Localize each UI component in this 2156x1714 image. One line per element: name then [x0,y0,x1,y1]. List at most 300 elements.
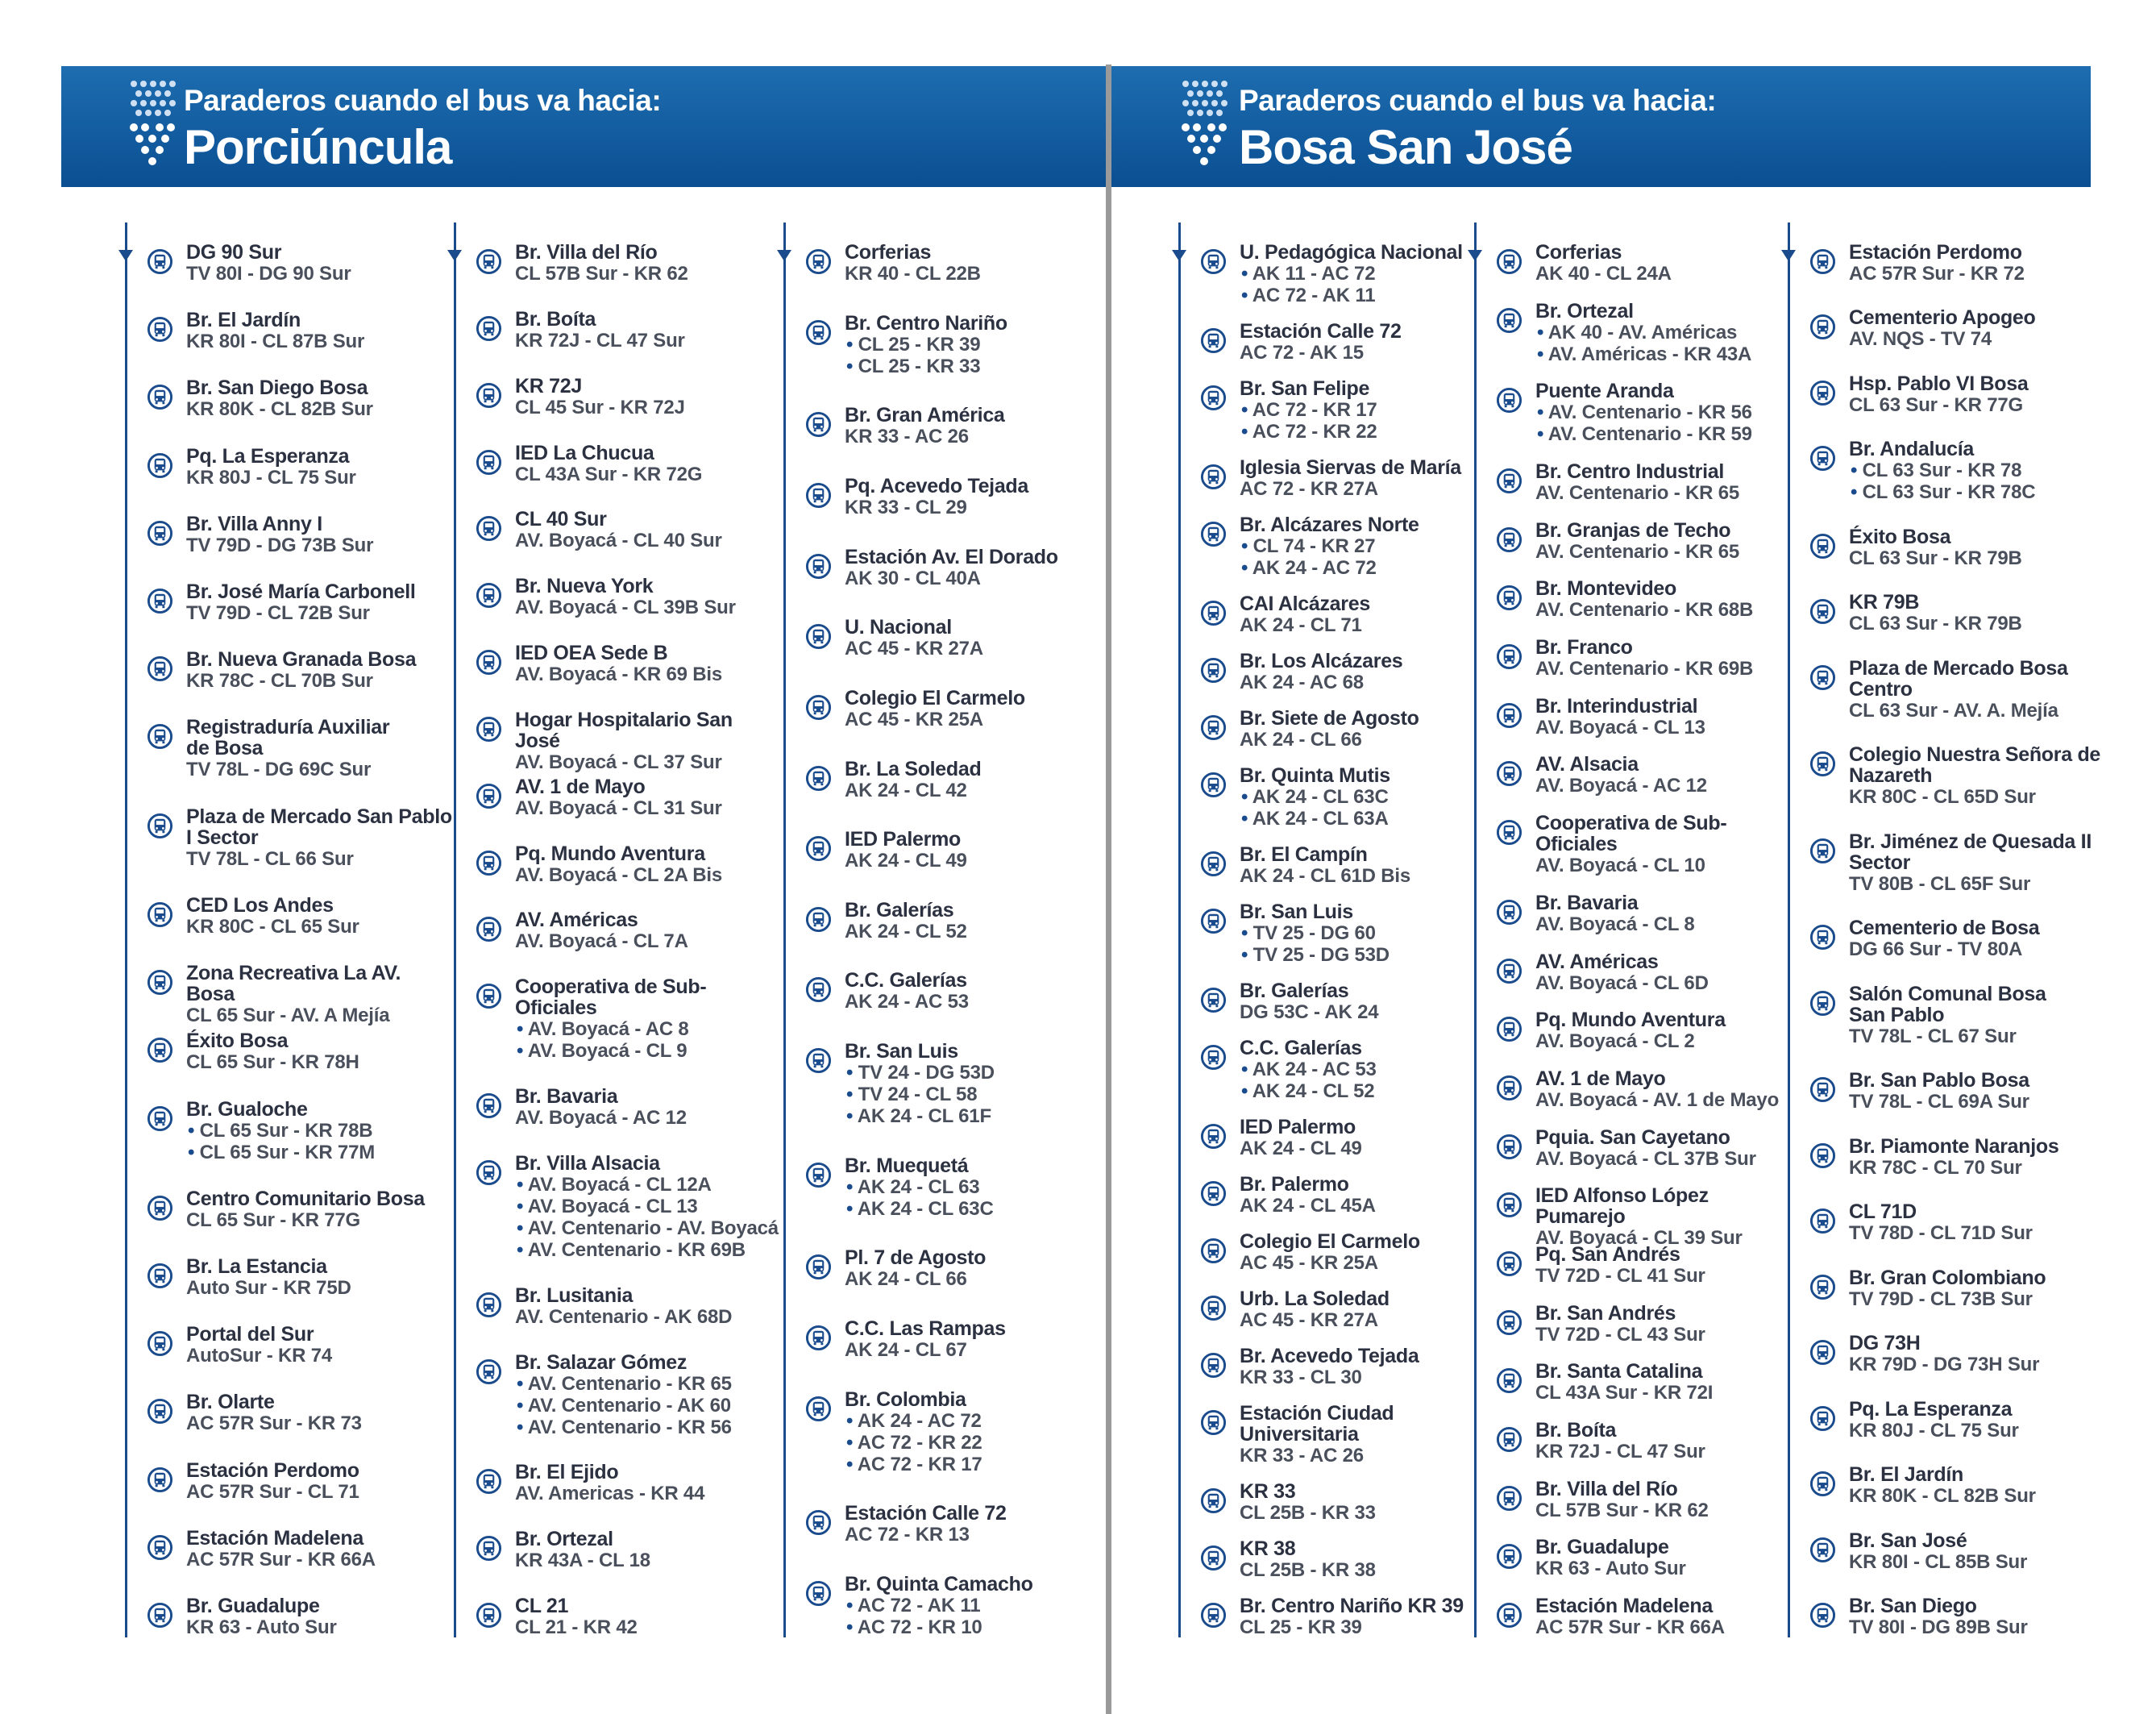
stop-entry [1240,980,1506,1023]
bus-stop-icon [805,553,832,580]
stop-name: Iglesia Siervas de María [1240,456,1461,479]
stop-address: TV 79D - CL 73B Sur [1849,1288,2033,1310]
stop-entry [1240,1117,1506,1159]
stop-address: DG 53C - AK 24 [1240,1001,1379,1023]
stop-entry [1240,242,1506,306]
bus-stop-icon [147,1330,173,1357]
bus-stop-icon [1809,664,1836,691]
stop-name: Br. Acevedo Tejada [1240,1345,1419,1367]
stop-name: AV. 1 de Mayo [515,776,646,798]
bus-stop-icon [1200,714,1227,741]
stop-entry [1849,1595,2115,1638]
stop-entry [1535,696,1801,738]
stop-address: KR 40 - CL 22B [845,263,981,285]
stop-address: AV. Boyacá - CL 2A Bis [515,864,723,886]
stop-name: Br. Centro Nariño [845,312,1007,335]
stop-entry [845,970,1111,1013]
stop-entry [1535,1244,1801,1287]
bus-stop-icon [1809,445,1836,472]
stop-entry [1849,984,2115,1047]
stop-address: AC 45 - KR 27A [1240,1309,1378,1331]
stop-entry [186,377,452,420]
stop-name: Br. San Pablo Bosa [1849,1069,2029,1092]
bus-stop-icon [1200,600,1227,626]
stop-entry [1535,1420,1801,1462]
bus-stop-icon [147,384,173,410]
stop-address: • AK 40 - AV. Américas [1535,322,1801,343]
stop-name: Br. Centro Nariño KR 39 [1240,1595,1464,1617]
stop-name: Br. Colombia [845,1388,966,1411]
stop-name: Br. Guadalupe [186,1595,320,1617]
stop-name: Br. Villa del Río [515,241,658,264]
stop-entry [186,1595,452,1638]
stop-address: KR 72J - CL 47 Sur [1535,1441,1705,1462]
stop-name: Br. San Luis [1240,901,1353,923]
stop-address: CL 43A Sur - KR 72I [1535,1382,1714,1404]
stop-entry [515,1595,781,1638]
bus-stop-icon [147,248,173,275]
stop-entry [515,709,781,773]
stop-entry [1535,1479,1801,1521]
stop-entry [1849,831,2115,895]
bus-stop-icon [476,716,502,743]
stop-entry [1535,637,1801,680]
bus-stop-icon [805,1162,832,1188]
stop-name: Br. Gran Colombiano [1849,1267,2046,1289]
stop-name: U. Nacional [845,616,952,639]
stop-name: Colegio El Carmelo [845,687,1025,709]
stop-address: CL 43A Sur - KR 72G [515,464,703,485]
stop-address: AV. Centenario - AK 68D [515,1306,733,1328]
stop-entry [515,242,781,285]
stop-name: Br. Ortezal [515,1528,613,1550]
stop-address: AV. Boyacá - CL 6D [1535,972,1709,994]
stop-address: • CL 25 - KR 39 [845,334,1111,356]
stop-entry [1240,378,1506,443]
stop-entry [186,1460,452,1503]
panel-bosa-san-jose [1111,0,2156,1714]
stop-address: CL 65 Sur - AV. A Mejía [186,1005,390,1026]
bus-stop-icon [1200,987,1227,1013]
stop-address: • CL 74 - KR 27 [1240,535,1506,557]
stop-address: AC 72 - KR 27A [1240,478,1378,500]
stop-address: • AC 72 - AK 11 [845,1595,1111,1616]
stop-name: Cementerio Apogeo [1849,306,2036,329]
stop-address: AC 57R Sur - KR 66A [186,1549,376,1570]
stop-name: Br. Nueva York [515,575,654,597]
bus-stop-icon [1200,327,1227,354]
bus-stop-icon [1496,307,1522,334]
stop-entry [1240,1174,1506,1217]
bus-stop-icon [147,1037,173,1063]
stop-name: Br. Gualoche [186,1098,308,1121]
stop-address: AC 45 - KR 27A [845,638,983,659]
stop-address: AK 24 - CL 52 [845,921,967,942]
bus-stop-icon [147,1195,173,1221]
stop-entry [515,309,781,352]
stop-address: • TV 25 - DG 60 [1240,922,1506,944]
stop-entry [186,1099,452,1163]
stop-address: KR 72J - CL 47 Sur [515,330,685,352]
stop-address: • AK 24 - CL 63C [845,1198,1111,1220]
stop-entry [1849,1201,2115,1244]
stop-address: TV 80I - DG 89B Sur [1849,1616,2028,1638]
stop-name: Br. Boíta [515,308,596,331]
bus-stop-icon [805,623,832,650]
stop-address: • AV. Centenario - KR 56 [1535,401,1801,423]
stop-entry [515,776,781,819]
stop-address: KR 80J - CL 75 Sur [1849,1420,2019,1442]
stop-address: AC 45 - KR 25A [1240,1252,1378,1274]
stop-name: Pq. San Andrés [1535,1243,1680,1266]
bus-stop-icon [1809,598,1836,625]
stop-address: AC 72 - AK 15 [1240,342,1364,364]
route-line [1788,223,1790,1637]
stop-name: Cementerio de Bosa [1849,917,2040,939]
stop-address: KR 63 - Auto Sur [1535,1558,1686,1579]
bus-stop-icon [147,316,173,343]
stop-entry [515,1285,781,1328]
stop-entry [515,443,781,485]
header-subtitle: Paraderos cuando el bus va hacia: [1239,84,1717,117]
route-line [1178,223,1181,1637]
stop-entry [845,829,1111,872]
bus-stop-icon [1200,464,1227,490]
bus-stop-icon [476,1535,502,1562]
stop-name: Br. La Estancia [186,1255,327,1278]
stop-entry [1849,1464,2115,1507]
bus-stop-icon [147,901,173,928]
stop-entry [1849,1136,2115,1179]
stop-name: Br. Andalucía [1849,438,1974,460]
stop-address: AK 24 - CL 49 [845,850,967,872]
stop-name: Estación Calle 72 [845,1502,1007,1525]
stop-name: Br. Salazar Gómez [515,1351,688,1374]
bus-stop-icon [1496,958,1522,984]
stop-name: IED OEA Sede B [515,642,668,664]
stop-address: • AV. Centenario - KR 59 [1535,423,1801,445]
stop-address: • AV. Centenario - KR 69B [515,1239,781,1261]
stop-entry [1849,744,2115,808]
stop-address: • CL 65 Sur - KR 77M [186,1142,452,1163]
stop-name: CAI Alcázares [1240,593,1370,615]
stop-address: • AV. Boyacá - AC 8 [515,1018,781,1040]
stop-address: KR 33 - AC 26 [845,426,969,447]
stop-name: Estación Perdomo [186,1459,359,1482]
stop-address: AK 24 - CL 66 [845,1268,967,1290]
stop-name: Br. El Jardín [186,309,301,331]
stop-entry [845,759,1111,801]
arrow-down-icon [777,250,791,261]
stop-name: Estación Madelena [186,1527,363,1550]
stop-entry [1849,242,2115,285]
stop-entry [186,581,452,624]
panel-header [61,66,1106,187]
bus-stop-icon [1496,1075,1522,1101]
stop-name: C.C. Galerías [1240,1037,1362,1059]
stop-entry [1240,844,1506,887]
stop-address: AV. Boyacá - CL 31 Sur [515,797,722,819]
bus-stop-icon [1200,1238,1227,1264]
stop-name: Centro [1849,678,1913,701]
stop-entry [1240,457,1506,500]
bus-stop-icon [1809,314,1836,340]
stop-name: CL 21 [515,1595,569,1617]
stop-entry [515,1462,781,1504]
stop-name: Colegio El Carmelo [1240,1230,1420,1253]
stop-entry [515,976,781,1062]
stop-address: AC 57R Sur - CL 71 [186,1481,359,1503]
stop-address: CL 63 Sur - KR 79B [1849,547,2022,569]
stop-entry [845,1389,1111,1475]
stop-name: Br. Piamonte Naranjos [1849,1135,2059,1158]
bus-stop-icon [147,1534,173,1561]
stop-name: AV. 1 de Mayo [1535,1067,1666,1090]
stop-name: Oficiales [515,996,597,1019]
stop-address: AV. Centenario - KR 65 [1535,541,1740,563]
stop-entry [186,717,452,780]
stop-name: Br. Palermo [1240,1173,1349,1196]
stop-address: AV. Centenario - KR 65 [1535,482,1740,504]
stop-entry [515,1352,781,1438]
stop-name: IED Alfonso López Pumarejo [1535,1184,1709,1228]
stop-name: Br. Galerías [845,899,954,921]
stop-name: Cooperativa de Sub- [1535,812,1727,834]
stop-entry [1240,1595,1506,1638]
stop-name: Br. Villa Alsacia [515,1152,660,1175]
stop-address: AK 24 - AC 53 [845,991,969,1013]
bus-stop-icon [1809,1274,1836,1300]
stop-name: Br. La Soledad [845,758,982,780]
bus-stop-icon [805,482,832,509]
stop-entry [186,963,452,1026]
bus-stop-icon [1496,585,1522,611]
stop-entry [515,909,781,952]
bus-stop-icon [476,916,502,942]
stop-entry [1535,381,1801,445]
stop-address: • AC 72 - KR 10 [845,1616,1111,1638]
stop-address: • AV. Centenario - KR 56 [515,1417,781,1438]
stop-address: CL 21 - KR 42 [515,1616,638,1638]
bus-stop-icon [476,1468,502,1495]
bus-stop-icon [1496,1134,1522,1160]
stop-entry [1535,520,1801,563]
stop-address: AK 24 - CL 42 [845,780,967,801]
stop-address: AK 24 - CL 66 [1240,729,1362,751]
stop-entry [1849,526,2115,569]
bus-stop-icon [805,694,832,721]
stop-name: Br. Los Alcázares [1240,650,1403,672]
stop-name: Br. Granjas de Techo [1535,519,1731,542]
stop-name: C.C. Galerías [845,969,967,992]
bus-stop-icon [1496,760,1522,787]
stop-name: Br. Nueva Granada Bosa [186,648,417,671]
arrow-down-icon [1781,250,1796,261]
stop-address: • AK 24 - AC 72 [845,1410,1111,1432]
stop-entry [1535,754,1801,797]
stop-entry [845,476,1111,518]
bus-stop-icon [147,969,173,996]
stop-entry [845,242,1111,285]
arrow-down-icon [1172,250,1186,261]
stop-name: Br. Villa del Río [1535,1478,1678,1500]
bus-stop-icon [1809,533,1836,560]
stop-name: Pq. La Esperanza [1849,1398,2013,1421]
bus-stop-icon [147,1398,173,1425]
bus-stop-icon [476,449,502,476]
bus-stop-icon [147,1602,173,1629]
stop-name: Hogar Hospitalario San José [515,709,733,752]
stop-entry [186,310,452,352]
stop-entry [845,405,1111,447]
bus-stop-icon [147,520,173,547]
bus-stop-icon [476,382,502,409]
stop-entry [1535,892,1801,935]
stop-entry [515,376,781,418]
stop-address: • AK 11 - AC 72 [1240,263,1506,285]
stop-name: Colegio Nuestra Señora de [1849,743,2101,766]
stop-name: Br. Boíta [1535,1419,1617,1442]
stop-address: AC 45 - KR 25A [845,709,983,730]
stop-address: • TV 24 - CL 58 [845,1084,1111,1105]
route-line [454,223,456,1637]
bus-stop-icon [805,765,832,792]
stop-address: AV. Americas - KR 44 [515,1483,705,1504]
bus-stop-icon [805,976,832,1003]
bus-stop-icon [147,655,173,682]
stop-address: TV 79D - CL 72B Sur [186,602,370,624]
stop-name: Br. El Jardín [1849,1463,1963,1486]
stop-name: Éxito Bosa [1849,526,1951,548]
bus-stop-icon [1200,1545,1227,1571]
stop-name: Estación Perdomo [1849,241,2022,264]
stop-address: AutoSur - KR 74 [186,1345,333,1367]
stop-name: Puente Aranda [1535,380,1674,402]
bus-stop-icon [476,983,502,1009]
stop-address: AV. Boyacá - CL 13 [1535,717,1705,738]
stop-entry [1240,1481,1506,1524]
stop-address: AV. Boyacá - CL 39 Sur [1535,1227,1743,1249]
stop-entry [1849,917,2115,960]
stop-entry [1849,1399,2115,1442]
stop-entry [845,900,1111,942]
panel-header [1111,66,2091,187]
stop-entry [186,1030,452,1073]
stop-address: TV 78L - CL 67 Sur [1849,1025,2017,1047]
stop-address: TV 72D - CL 43 Sur [1535,1324,1705,1346]
stop-name: Br. Siete de Agosto [1240,707,1419,730]
bus-stop-icon [476,783,502,809]
bus-stop-icon [1809,1471,1836,1497]
stop-address: AV. Boyacá - CL 39B Sur [515,597,736,618]
bus-stop-icon [1809,990,1836,1017]
stop-name: U. Pedagógica Nacional [1240,241,1463,264]
stop-address: TV 78L - DG 69C Sur [186,759,372,780]
bus-stop-icon [1809,924,1836,951]
stop-address: • AV. Boyacá - CL 13 [515,1196,781,1217]
bus-stop-icon [1809,248,1836,275]
stop-name: Cooperativa de Sub- [515,976,707,998]
bus-stop-icon [1496,1016,1522,1042]
stop-entry [845,1155,1111,1220]
stop-address: CL 63 Sur - KR 79B [1849,613,2022,634]
stop-name: Br. Quinta Camacho [845,1573,1033,1595]
stop-name: Estación Av. El Dorado [845,546,1058,568]
stop-entry [1849,1333,2115,1375]
stop-name: CL 40 Sur [515,508,607,530]
stop-address: CL 65 Sur - KR 78H [186,1051,359,1073]
stop-address: AK 40 - CL 24A [1535,263,1672,285]
bus-stop-icon [1496,819,1522,846]
stop-entry [1535,242,1801,285]
stop-address: AC 72 - KR 13 [845,1524,970,1546]
stop-entry [1535,578,1801,621]
bus-stop-icon [1200,1352,1227,1379]
stop-entry [845,617,1111,659]
stop-name: KR 79B [1849,591,1920,614]
stop-entry [1849,592,2115,634]
stop-name: Estación Ciudad [1240,1402,1394,1425]
bus-stop-icon [1809,380,1836,406]
sitp-logo-icon [127,77,177,173]
stop-entry [515,576,781,618]
bus-stop-icon [1496,1602,1522,1629]
stop-entry [1849,1267,2115,1310]
bus-stop-icon [147,723,173,750]
bus-stop-icon [1809,1339,1836,1366]
stop-name: Br. Bavaria [1535,892,1639,914]
stop-name: Sector [1849,851,1911,874]
stop-entry [186,242,452,285]
stop-name: KR 33 [1240,1480,1296,1503]
stop-address: AK 24 - CL 61D Bis [1240,865,1411,887]
stop-address: KR 63 - Auto Sur [186,1616,337,1638]
bus-stop-icon [1200,908,1227,934]
stop-entry [186,514,452,556]
stop-name: San Pablo [1849,1004,1945,1026]
stop-name: Plaza de Mercado Bosa [1849,657,2068,680]
bus-stop-icon [1809,1208,1836,1234]
stop-name: Br. San Felipe [1240,377,1370,400]
bus-stop-icon [147,1105,173,1132]
bus-stop-icon [1496,387,1522,414]
stop-address: • AK 24 - CL 63A [1240,808,1506,830]
stop-name: Pq. La Esperanza [186,445,350,468]
stop-entry [1240,1288,1506,1331]
stop-address: • TV 24 - DG 53D [845,1062,1111,1084]
stop-entry [186,1188,452,1231]
stop-name: IED Palermo [1240,1116,1356,1138]
stop-entry [845,1503,1111,1546]
bus-stop-icon [805,1325,832,1351]
stop-entry [1535,813,1801,876]
stop-entry [845,688,1111,730]
stop-name: Br. Quinta Mutis [1240,764,1390,787]
stop-name: Br. San Diego Bosa [186,376,368,399]
stop-name: Pq. Acevedo Tejada [845,475,1029,497]
bus-stop-icon [1496,643,1522,670]
stop-name: Br. Gran América [845,404,1005,426]
bus-stop-icon [147,1466,173,1493]
stop-name: Br. Jiménez de Quesada II [1849,830,2092,853]
bus-stop-icon [1200,1487,1227,1514]
stop-address: • AC 72 - KR 17 [1240,399,1506,421]
stop-address: KR 80C - CL 65D Sur [1849,786,2036,808]
stop-address: TV 72D - CL 41 Sur [1535,1265,1705,1287]
stop-entry [1535,1068,1801,1111]
stop-address: AC 57R Sur - KR 66A [1535,1616,1725,1638]
route-line [783,223,786,1637]
